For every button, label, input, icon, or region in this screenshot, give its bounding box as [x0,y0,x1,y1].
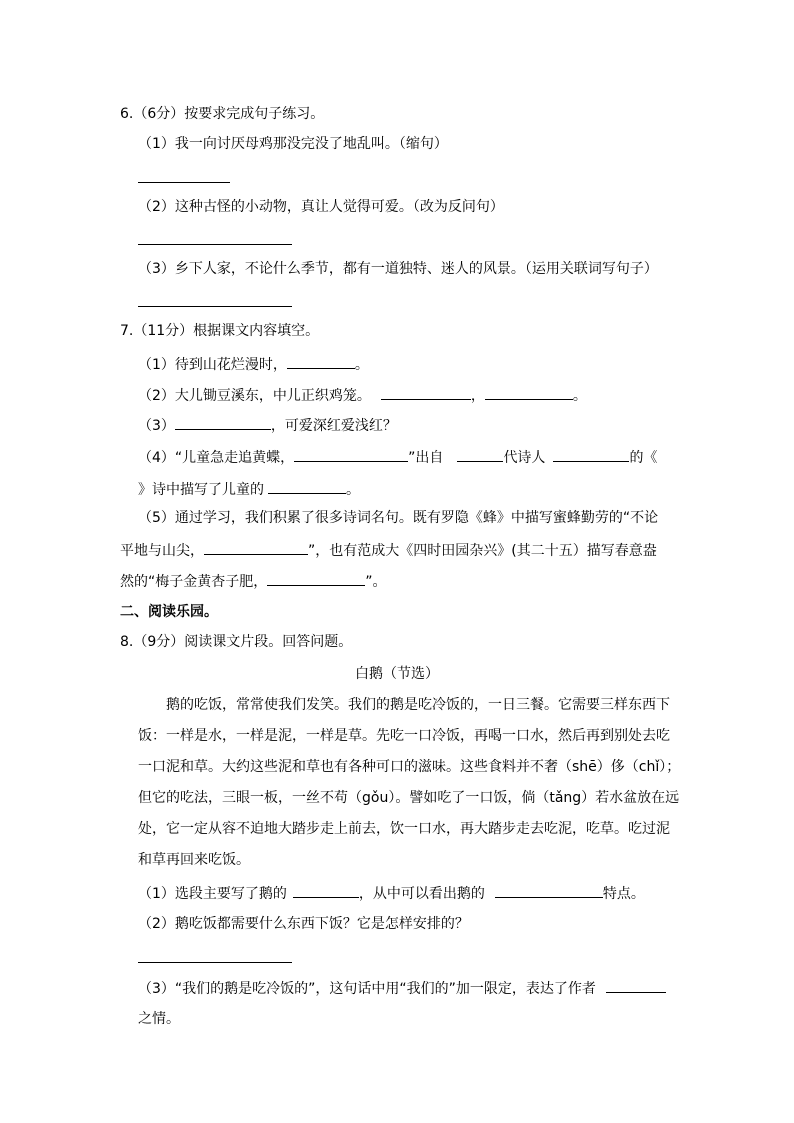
q7-item4-source: ”出自 [408,450,444,466]
q8-item1-text: （1）选段主要写了鹅的 [138,886,287,902]
q7-item3-blank[interactable] [175,414,271,430]
q7-item3 [138,414,397,436]
q8-item3-blank[interactable] [606,977,666,993]
q7-item1-end: 。 [354,357,369,373]
q6-answer-line-1[interactable] [138,182,230,183]
q7-item2-end: 。 [572,388,587,404]
q7-item4-line1 [138,446,657,468]
q8-item2: （2）鹅吃饭都需要什么东西下饭？它是怎样安排的？ [138,916,469,932]
q7-item2-blank-2[interactable] [485,384,573,400]
q7-item5-end: ”。 [365,574,387,590]
q6-header: 6.（6分）按要求完成句子练习。 [120,106,325,122]
q8-answer-line-2[interactable] [138,962,292,963]
q8-item1-blank-1[interactable] [293,882,359,898]
q7-item1-blank[interactable] [287,353,355,369]
q7-item2-blank-1[interactable] [381,384,471,400]
passage-line-3: 一口泥和草。大约这些泥和草也有各种可口的滋味。这些食料并不奢（shē）侈（chǐ）； [138,759,681,775]
q7-item5-line3 [120,570,387,592]
q6-item2: （2）这种古怪的小动物，真让人觉得可爱。（改为反问句） [138,199,504,215]
q7-item2 [138,384,587,406]
q7-item4-blank-poet[interactable] [553,446,629,462]
q7-item3-num: （3） [138,418,175,434]
q7-item5-text3: ”，也有范成大《四时田园杂兴》(其二十五）描写春意盎 [308,543,657,559]
q7-item4-poem: 》诗中描写了儿童的 [138,482,264,498]
q6-answer-line-2[interactable] [138,244,292,245]
q6-item1: （1）我一向讨厌母鸡那没完没了地乱叫。（缩句） [138,136,448,152]
q7-item5-blank-2[interactable] [267,570,365,586]
passage-line-6: 和草再回来吃饭。 [138,852,250,868]
q6-item3: （3）乡下人家，不论什么季节，都有一道独特、迷人的风景。（运用关联词写句子） [138,261,658,277]
q7-header: 7.（11分）根据课文内容填空。 [120,323,320,339]
passage-line-5: 处，它一定从容不迫地大踏步走上前去，饮一口水，再大踏步走去吃泥，吃草。吃过泥 [138,821,670,837]
q8-item1-blank-2[interactable] [495,882,603,898]
q8-item1-mid: ，从中可以看出鹅的 [358,886,485,902]
q7-item5-line1: （5）通过学习，我们积累了很多诗词名句。既有罗隐《蜂》中描写蜜蜂勤劳的“不论 [138,510,659,526]
q7-item1-text: （1）待到山花烂漫时， [138,357,287,373]
q7-item4-blank-dynasty[interactable] [457,446,503,462]
q8-item3 [138,977,666,999]
q7-item4-text: （4）“儿童急走追黄蝶， [138,450,295,466]
q7-item5-blank-1[interactable] [204,539,308,555]
q7-item3-text: ，可爱深红爱浅红？ [270,418,397,434]
q7-item5-line2 [120,539,657,561]
q7-item5-text4: 然的“梅子金黄杏子肥， [120,574,268,590]
q7-item1 [138,353,369,375]
q7-item4-of: 的《 [629,450,658,466]
passage-line-1: 鹅的吃饭，常常使我们发笑。我们的鹅是吃冷饭的，一日三餐。它需要三样东西下 [166,697,670,713]
q7-item4-line2 [138,478,360,500]
q7-item5-text2: 平地与山尖， [120,543,204,559]
passage-line-4: 但它的吃法，三眼一板，一丝不苟（gǒu）。譬如吃了一口饭，倘（tǎng）若水盆放在远 [138,790,680,806]
q7-item4-dynasty-label: 代诗人 [503,450,546,466]
q6-answer-line-3[interactable] [138,306,292,307]
passage-line-2: 饭：一样是水，一样是泥，一样是草。先吃一口冷饭，再喝一口水，然后再到别处去吃 [138,728,670,744]
q8-item3-end: 之情。 [138,1011,180,1027]
q7-item2-text: （2）大儿锄豆溪东，中儿正织鸡笼。 [138,388,371,404]
q8-item1 [138,882,645,904]
q8-item3-text: （3）“我们的鹅是吃冷饭的”，这句话中用“我们的”加一限定，表达了作者 [138,981,596,997]
q7-item4-end: 。 [346,482,360,498]
q7-item4-blank-1[interactable] [294,446,408,462]
q8-header: 8.（9分）阅读课文片段。回答问题。 [120,634,353,650]
passage-title: 白鹅（节选） [355,666,439,682]
section-heading-reading: 二、阅读乐园。 [120,604,218,620]
q7-item2-comma: ， [470,388,485,404]
q7-item4-blank-desc[interactable] [268,478,346,494]
q8-item1-end: 特点。 [602,886,645,902]
